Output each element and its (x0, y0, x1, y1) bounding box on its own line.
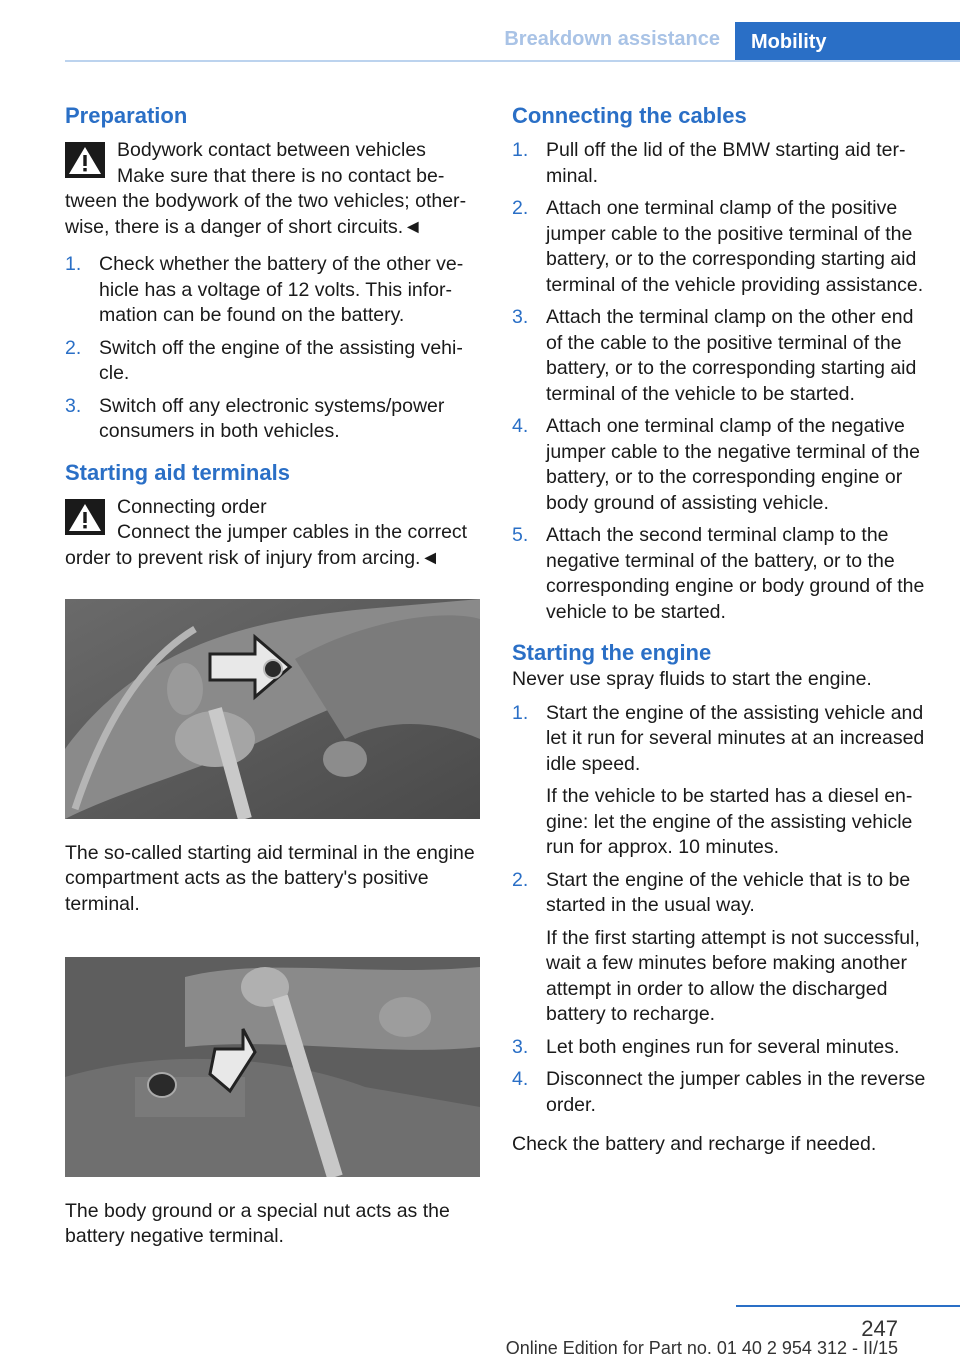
step-number: 2. (65, 336, 82, 359)
step-text: Let both engines run for several minutes. (546, 1035, 900, 1058)
list-item (65, 394, 480, 445)
right-column (512, 102, 927, 1166)
step-text: Attach the second terminal clamp to the negative terminal of the battery, or to the corresponding engine or body ground of the vehicle to be started. (546, 524, 925, 623)
starting-heading: Starting the engine (512, 640, 712, 665)
warning-text: Make sure that there is no contact between the bodywork of the two vehicles; otherwise, there is a danger of short circuits.◄ (65, 164, 467, 238)
step-text: Attach one terminal clamp of the negative jumper cable to the negative terminal of the battery, or to the corresponding engine or body ground of assisting vehicle. (546, 415, 920, 514)
step-text: Attach the terminal clamp on the other end of the cable to the positive terminal of the battery, or to the corresponding starting aid terminal of the vehicle to be started. (546, 306, 917, 405)
list-item (512, 1035, 927, 1061)
step-text: Start the engine of the assisting vehicle and let it run for several minutes at an increased idle speed. (546, 701, 925, 775)
step-text: Disconnect the jumper cables in the reverse order. (546, 1068, 926, 1116)
step-number: 1. (512, 139, 529, 161)
page-number: 247 (861, 1316, 898, 1341)
list-item (512, 523, 927, 625)
step-text: Check whether the battery of the other vehicle has a voltage of 12 volts. This information can be found on the battery. (99, 253, 464, 326)
connecting-heading: Connecting the cables (512, 103, 747, 128)
warning-box-connecting-order (65, 495, 480, 572)
list-item (512, 701, 927, 861)
starting-steps (512, 701, 927, 1119)
preparation-heading: Preparation (65, 103, 188, 128)
step-text: Switch off the engine of the assisting vehicle. (99, 336, 463, 384)
warning-box-bodywork (65, 138, 480, 240)
step-subtext: If the vehicle to be started has a diesel engine: let the engine of the assisting vehicle run for approx. 10 minutes. (546, 785, 913, 858)
step-number: 4. (512, 1068, 529, 1090)
header-chapter-tab (735, 22, 960, 62)
step-text: Attach one terminal clamp of the positive jumper cable to the positive terminal of the battery, or to the corresponding starting aid terminal of the vehicle providing assistance. (546, 197, 924, 296)
warning-title: Connecting order (117, 495, 267, 518)
step-number: 2. (512, 868, 529, 891)
connecting-steps (512, 138, 927, 625)
step-number: 2. (512, 197, 529, 219)
warning-text: Connect the jumper cables in the correct order to prevent risk of injury from arcing.◄ (65, 521, 468, 569)
step-number: 3. (65, 394, 82, 417)
list-item (512, 305, 927, 407)
step-text: Pull off the lid of the BMW starting aid terminal. (546, 139, 906, 187)
preparation-steps (65, 252, 480, 445)
warning-title: Bodywork contact between vehicles (117, 139, 426, 161)
starting-closing: Check the battery and recharge if needed. (512, 1133, 877, 1155)
terminals-heading: Starting aid terminals (65, 459, 290, 485)
header-chapter-label: Mobility (751, 30, 827, 53)
engine-compartment-negative-terminal-image (65, 957, 480, 1177)
step-number: 5. (512, 524, 529, 546)
warning-triangle-icon (65, 499, 105, 535)
list-item (65, 336, 480, 387)
edition-line: Online Edition for Part no. 01 40 2 954 312 - II/15 (505, 1338, 898, 1358)
step-number: 4. (512, 415, 529, 437)
list-item (512, 196, 927, 298)
header-rule (65, 60, 960, 62)
list-item (512, 868, 927, 1028)
warning-triangle-icon (65, 142, 105, 178)
step-subtext: If the first starting attempt is not successful, wait a few minutes before making another attempt in order to allow the discharged battery to recharge. (546, 926, 920, 1025)
header-section-title: Breakdown assistance (504, 28, 720, 50)
list-item (512, 414, 927, 516)
step-number: 1. (512, 701, 529, 724)
step-number: 3. (512, 1035, 529, 1058)
figure-caption-negative: The body ground or a special nut acts as the battery negative terminal. (65, 1199, 450, 1247)
list-item (65, 252, 480, 329)
starting-intro: Never use spray fluids to start the engine. (512, 668, 872, 690)
list-item (512, 1067, 927, 1118)
step-text: Start the engine of the vehicle that is to be started in the usual way. (546, 868, 911, 916)
list-item (512, 138, 927, 189)
step-text: Switch off any electronic systems/power consumers in both vehicles. (99, 394, 445, 442)
footer-rule (736, 1305, 960, 1307)
step-number: 3. (512, 306, 529, 328)
figure-caption-positive: The so-called starting aid terminal in the engine compartment acts as the battery's positive terminal. (65, 841, 475, 915)
left-column (65, 102, 480, 1274)
engine-compartment-positive-terminal-image (65, 599, 480, 819)
step-number: 1. (65, 253, 82, 275)
